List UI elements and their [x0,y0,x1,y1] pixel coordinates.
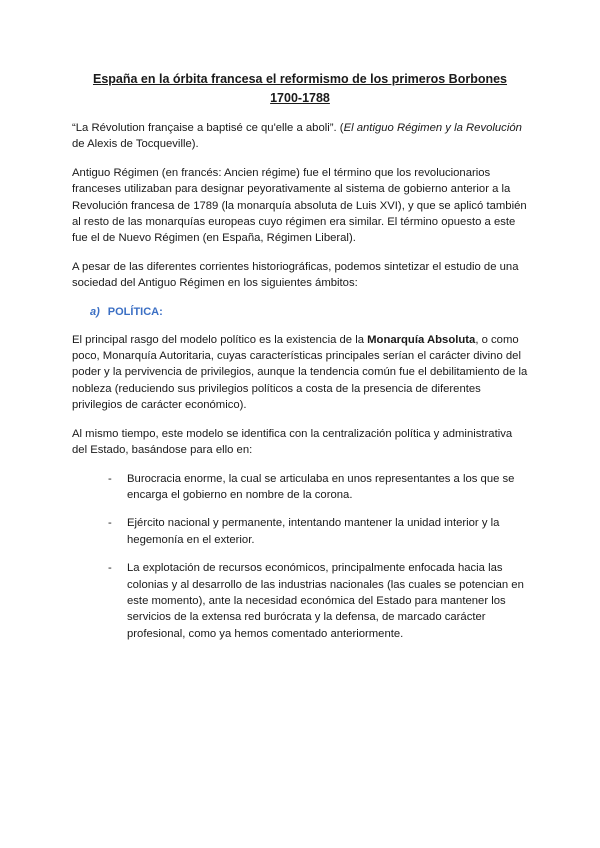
bullet-list [72,471,528,643]
dash-bullet: - [108,517,112,530]
quote-author: de Alexis de Tocqueville). [72,138,199,151]
section-heading-politica [90,304,528,320]
section-label: POLÍTICA: [107,305,163,318]
epigraph-quote [72,120,528,153]
p3-after: , o como poco, Monarquía Autoritaria, cuyas características principales serían el carácter divino del poder y la pervivencia de privilegios, aunque la tendencia común fue el debilitamiento de la nobleza (reduciendo sus privilegios políticos a costa de la presencia de diferentes privilegios de carácter económico). [72,333,528,412]
dash-bullet: - [108,472,112,485]
list-item [108,560,528,642]
title-line-1: España en la órbita francesa el reformismo de los primeros Borbones [92,72,508,86]
quote-work: El antiguo Régimen y la Revolución [343,122,522,134]
title-line-2: 1700-1788 [270,91,330,105]
list-item-text: La explotación de recursos económicos, principalmente enfocada hacia las colonias y al desarrollo de las industrias nacionales (las cuales se potencian en este momento), ante la necesidad económica del Estado para mantener los servicios de la extensa red burócrata y la defensa, de marcado carácter profesional, como ya hemos comentado anteriormente. [127,562,524,640]
list-item [108,515,528,548]
list-item [108,471,528,504]
list-item-text: Burocracia enorme, la cual se articulaba en unos representantes a los que se encarga el gobierno en nombre de la corona. [127,472,515,501]
document-title [72,70,528,108]
section-marker: a) [90,305,100,318]
p3-bold-term: Monarquía Absoluta [367,333,476,346]
paragraph-ambitos: A pesar de las diferentes corrientes historiográficas, podemos sintetizar el estudio de una sociedad del Antiguo Régimen en los siguientes ámbitos: [72,260,519,290]
dash-bullet: - [108,562,112,575]
quote-text: “La Révolution française a baptisé ce qu'elle a aboli”. ( [72,122,344,134]
paragraph-centralizacion: Al mismo tiempo, este modelo se identifica con la centralización política y administrativa del Estado, basándose para ello en: [72,427,513,457]
p3-before: El principal rasgo del modelo político es la existencia de la [72,333,368,346]
paragraph-antiguo-regimen: Antiguo Régimen (en francés: Ancien régime) fue el término que los revolucionarios franceses utilizaban para designar peyorativamente al sistema de gobierno anterior a la Revolución francesa de 1789 (la monarquía absoluta de Luis XVI), y que se aplicó también al resto de las monarquías europeas cuyo régimen era similar. El término opuesto a este fue el de Nuevo Régimen (en España, Régimen Liberal). [72,166,527,245]
list-item-text: Ejército nacional y permanente, intentando mantener la unidad interior y la hegemonía en el exterior. [127,517,500,546]
paragraph-modelo-politico [72,332,528,414]
